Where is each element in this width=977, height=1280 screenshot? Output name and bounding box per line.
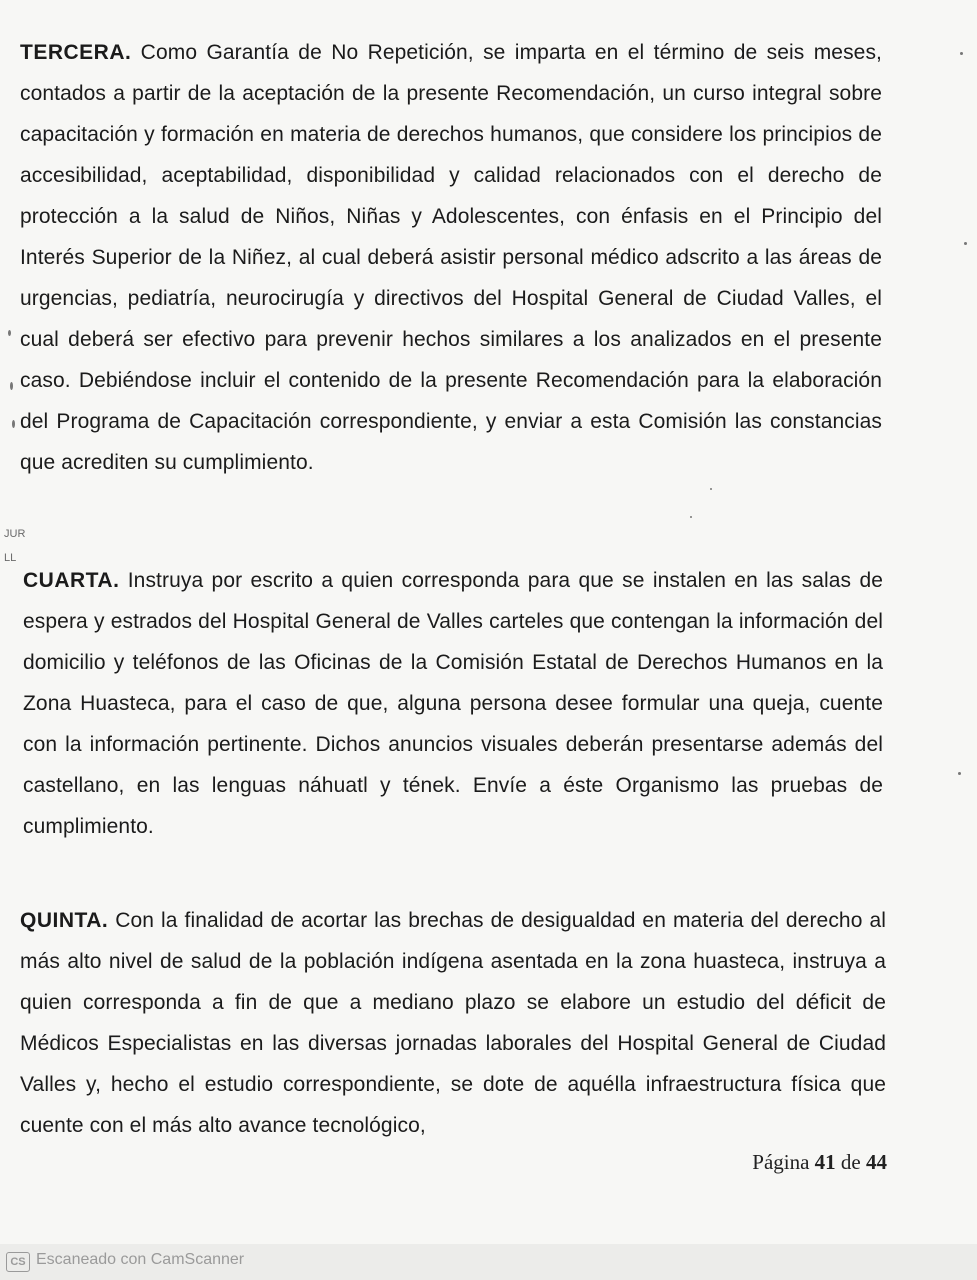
scan-speck — [958, 772, 961, 775]
scan-speck — [964, 242, 967, 245]
margin-stamp-line1: JUR — [4, 528, 26, 540]
page-number-total: 44 — [866, 1150, 887, 1174]
scan-speck — [690, 516, 692, 518]
scan-speck — [12, 420, 15, 428]
scan-speck — [8, 330, 11, 336]
paragraph-tercera — [20, 32, 882, 483]
page-number-current: 41 — [814, 1150, 836, 1174]
paragraph-lead: CUARTA. — [23, 569, 120, 592]
paragraph-lead: QUINTA. — [20, 909, 109, 932]
paragraph-quinta — [20, 900, 886, 1146]
page-number-prefix: Página — [752, 1150, 815, 1174]
paragraph-body: Como Garantía de No Repetición, se imparta en el término de seis meses, contados a partir de la aceptación de la presente Recomendación, un curso integral sobre capacitación y formación en materia de derechos humanos, que considere los principios de accesibilidad, aceptabilidad, disponibilidad y calidad relacionados con el derecho de protección a la salud de Niños, Niñas y Adolescentes, con énfasis en el Principio del Interés Superior de la Niñez, al cual deberá asistir personal médico adscrito a las áreas de urgencias, pediatría, neurocirugía y directivos del Hospital General de Ciudad Valles, el cual deberá ser efectivo para prevenir hechos similares a los analizados en el presente caso. Debiéndose incluir el contenido de la presente Recomendación para la elaboración del Programa de Capacitación correspondiente, y enviar a esta Comisión las constancias que acrediten su cumplimiento. — [20, 41, 882, 474]
scan-speck — [710, 488, 712, 490]
camscanner-logo-icon: CS — [6, 1252, 30, 1272]
scan-speck — [960, 52, 963, 55]
camscanner-watermark-text: Escaneado con CamScanner — [36, 1251, 245, 1268]
paragraph-body: Con la finalidad de acortar las brechas de desigualdad en materia del derecho al más alto nivel de salud de la población indígena asentada en la zona huasteca, instruya a quien corresponda a fin de que a mediano plazo se elabore un estudio del déficit de Médicos Especialistas en las diversas jornadas laborales del Hospital General de Ciudad Valles y, hecho el estudio correspondiente, se dote de aquélla infraestructura física que cuente con el más alto avance tecnológico, — [20, 909, 886, 1137]
paragraph-cuarta — [23, 560, 883, 847]
margin-stamp-line2: LL — [4, 552, 17, 564]
page-number — [752, 1150, 887, 1175]
page-number-separator: de — [835, 1150, 866, 1174]
paragraph-body: Instruya por escrito a quien corresponda para que se instalen en las salas de espera y estrados del Hospital General de Valles carteles que contengan la información del domicilio y teléfonos de las Oficinas de la Comisión Estatal de Derechos Humanos en la Zona Huasteca, para el caso de que, alguna persona desee formular una queja, cuente con la información pertinente. Dichos anuncios visuales deberán presentarse además del castellano, en las lenguas náhuatl y tének. Envíe a éste Organismo las pruebas de cumplimiento. — [23, 569, 883, 838]
paragraph-lead: TERCERA. — [20, 41, 132, 64]
scan-speck — [10, 382, 13, 390]
